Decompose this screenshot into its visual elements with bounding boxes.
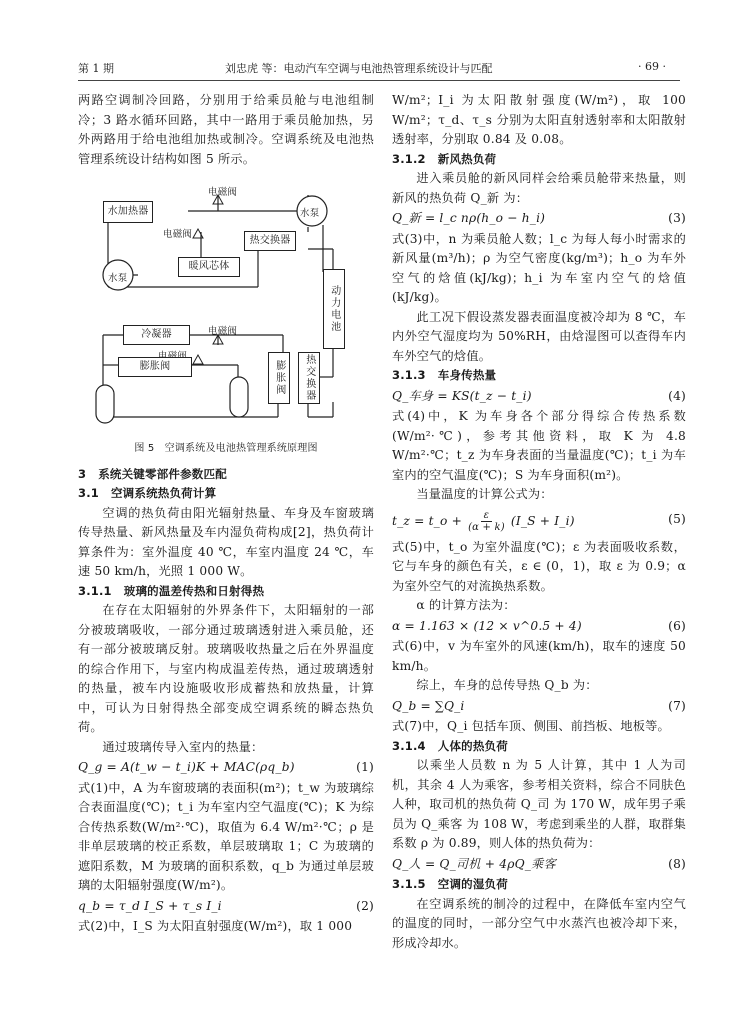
section-3-1-heading: 3.1 空调系统热负荷计算 — [78, 486, 217, 500]
water-heater-box: 水加热器 — [103, 201, 153, 223]
header-rule — [78, 80, 680, 81]
equation-5-fraction: $\frac{\varepsilon}{(\alpha + k)}$ — [468, 509, 505, 533]
equation-5-explanation: 式(5)中，t_o 为室外温度(℃)；ε 为表面吸收系数，它与车身的颜色有关，ε ∈ (0，1)，取 ε 为 0.9；α 为室外空气的对流换热系数。 — [392, 539, 686, 593]
section-3-1-2-paragraph: 进入乘员舱的新风同样会给乘员舱带来热量，则新风的热负荷 Q_新 为： — [392, 171, 686, 205]
equation-7: Q_b = ∑Q_i (7) — [392, 698, 686, 713]
expansion-valve-box: 膨胀阀 — [118, 357, 192, 377]
intro-paragraph: 两路空调制冷回路，分别用于给乘员舱与电池组制冷；3 路水循环回路，其中一路用于乘员舱加热，另外两路用于给电池组加热或制冷。空调系统及电池热管理系统设计结构如图 5 所示。 — [78, 93, 374, 166]
section-3-1-4-heading: 3.1.4 人体的热负荷 — [392, 738, 508, 753]
equation-3-explanation: 式(3)中，n 为乘员舱人数；l_c 为每人每小时需求的新风量(m³/h)；ρ 为空气密度(kg/m³)；h_o 为车外空气的焓值(kJ/kg)；h_i 为车室内空气的焓值(kJ/kg)。 — [392, 231, 686, 304]
section-3-1-5-heading: 3.1.5 空调的湿负荷 — [392, 877, 508, 891]
equation-1: Q_g = A(t_w − t_i)K + MAC(ρq_b) (1) — [78, 760, 374, 774]
figure-5 — [78, 177, 374, 435]
right-column — [392, 91, 686, 953]
section-3-1-2-heading: 3.1.2 新风热负荷 — [392, 151, 497, 166]
solenoid-valve-label-top: 电磁阀 — [208, 187, 238, 198]
equation-7-explanation: 式(7)中，Q_i 包括车顶、侧围、前挡板、地板等。 — [392, 719, 670, 733]
section-3-1-3-heading: 3.1.3 车身传热量 — [392, 368, 497, 382]
continued-paragraph: W/m²；I_i 为太阳散射强度(W/m²)，取 100 W/m²；τ_d、τ_s 分别为太阳直射透射率和太阳散射透射率，分别取 0.84 及 0.08。 — [392, 93, 686, 146]
equation-5-right: (I_S + I_i) — [510, 513, 575, 528]
equation-1-explanation: 式(1)中，A 为车窗玻璃的表面积(m²)；t_w 为玻璃综合表面温度(℃)；t_i 为车室内空气温度(℃)；K 为综合传热系数(W/m²·℃)，取值为 6.4 W/m²·℃；ρ 是非单层玻璃的校正系数，单层玻璃取 1；C 为玻璃的遮阳系数，M 为玻璃的面积系数，q_b 为通过单层玻璃的太阳辐射强度(W/m²)。 — [78, 780, 374, 892]
equation-3: Q_新 = l_c nρ(h_o − h_i) (3) — [392, 211, 686, 225]
pump-label-left: 水泵 — [108, 273, 128, 284]
equation-6-lead: 综上，车身的总传导热 Q_b 为： — [416, 678, 598, 692]
left-column — [78, 91, 374, 937]
equation-2-explanation: 式(2)中，I_S 为太阳直射强度(W/m²)，取 1 000 — [78, 919, 353, 933]
section-3-1-5-paragraph: 在空调系统的制冷的过程中，在降低车室内空气的温度的同时，一部分空气中水蒸汽也被冷却下来，形成冷却水。 — [392, 896, 686, 950]
section-3-1-paragraph: 空调的热负荷由阳光辐射热量、车身及车窗玻璃传导热量、新风热量及车内湿负荷构成[2]，热负荷计算条件为：室外温度 40 ℃，车室内温度 24 ℃，车速 50 km/h，光照 1 000 W。 — [78, 505, 374, 578]
equation-4-lead: 当量温度的计算公式为： — [416, 487, 553, 501]
section-3-1-1-lead: 通过玻璃传导入室内的热量： — [102, 739, 264, 754]
heat-exchanger-vertical-box: 热交换器 — [298, 352, 320, 404]
pump-label-top: 水泵 — [300, 208, 320, 219]
condenser-box: 冷凝器 — [123, 325, 190, 345]
equation-5-lead: α 的计算方法为： — [416, 598, 516, 612]
equation-5-left: t_z = t_o + — [392, 513, 462, 528]
section-3-heading: 3 系统关键零部件参数匹配 — [78, 466, 227, 481]
heat-exchanger-box: 热交换器 — [244, 231, 296, 251]
solenoid-valve-label-low: 电磁阀 — [208, 326, 238, 337]
equation-6: α = 1.163 × (12 × v^0.5 + 4) (6) — [392, 618, 686, 633]
power-battery-box: 动力电池 — [323, 269, 345, 349]
section-3-1-1-heading: 3.1.1 玻璃的温差传热和日射得热 — [78, 583, 265, 598]
figure-caption — [78, 439, 374, 459]
equation-8: Q_人 = Q_司机 + 4ρQ_乘客 (8) — [392, 856, 686, 871]
expansion-valve-vertical-box: 膨胀阀 — [268, 352, 290, 404]
equation-6-explanation: 式(6)中，v 为车室外的风速(km/h)，取车的速度 50 km/h。 — [392, 639, 686, 673]
equation-2: q_b = τ_d I_S + τ_s I_i (2) — [78, 898, 374, 913]
equation-4: Q_车身 = KS(t_z − t_i) (4) — [392, 388, 686, 403]
equation-5: t_z = t_o + $\frac{\varepsilon}{(\alpha + k)}$ (I_S + I_i) (5) — [392, 509, 686, 533]
figure-caption-text: 空调系统及电池热管理系统原理图 — [164, 443, 318, 454]
figure-caption-number: 图 5 — [134, 443, 155, 454]
equation-3-note: 此工况下假设蒸发器表面温度被冷却为 8 ℃，车内外空气湿度均为 50%RH，由焓湿图可以查得车内车外空气的焓值。 — [392, 309, 686, 363]
journal-issue: 第 1 期 — [78, 62, 114, 75]
running-title: 刘忠虎 等：电动汽车空调与电池热管理系统设计与匹配 — [225, 62, 493, 75]
heater-core-box: 暖风芯体 — [178, 257, 240, 277]
equation-4-explanation: 式(4)中，K 为车身各个部分得综合传热系数(W/m²·℃)，参考其他资料，取 K 为 4.8 W/m²·℃；t_z 为车身表面的当量温度(℃)；t_i 为车室内的空气温度(℃)；S 为车身面积(m²)。 — [392, 409, 686, 482]
section-3-1-1-paragraph: 在存在太阳辐射的外界条件下，太阳辐射的一部分被玻璃吸收，一部分通过玻璃透射进入乘员舱，还有一部分被玻璃反射。玻璃吸收热量之后在外界温度的综合作用下，与室内构成温差传热，通过玻璃透射的热量，被车内设施吸收形成蓄热和放热量，计算中，可认为日射得热全部变成空调系统的瞬态热负荷。 — [78, 603, 374, 734]
solenoid-valve-label-mid: 电磁阀 — [163, 229, 193, 240]
page-number: · 69 · — [638, 60, 666, 73]
section-3-1-4-paragraph: 以乘坐人员数 n 为 5 人计算，其中 1 人为司机，其余 4 人为乘客，参考相关资料，综合不同肤色人种，取司机的热负荷 Q_司 为 170 W，成年男子乘员为 Q_乘客 为 108 W，考虑到乘坐的人群，取群集系数 ρ 为 0.89，则人体的热负荷为： — [392, 758, 686, 850]
